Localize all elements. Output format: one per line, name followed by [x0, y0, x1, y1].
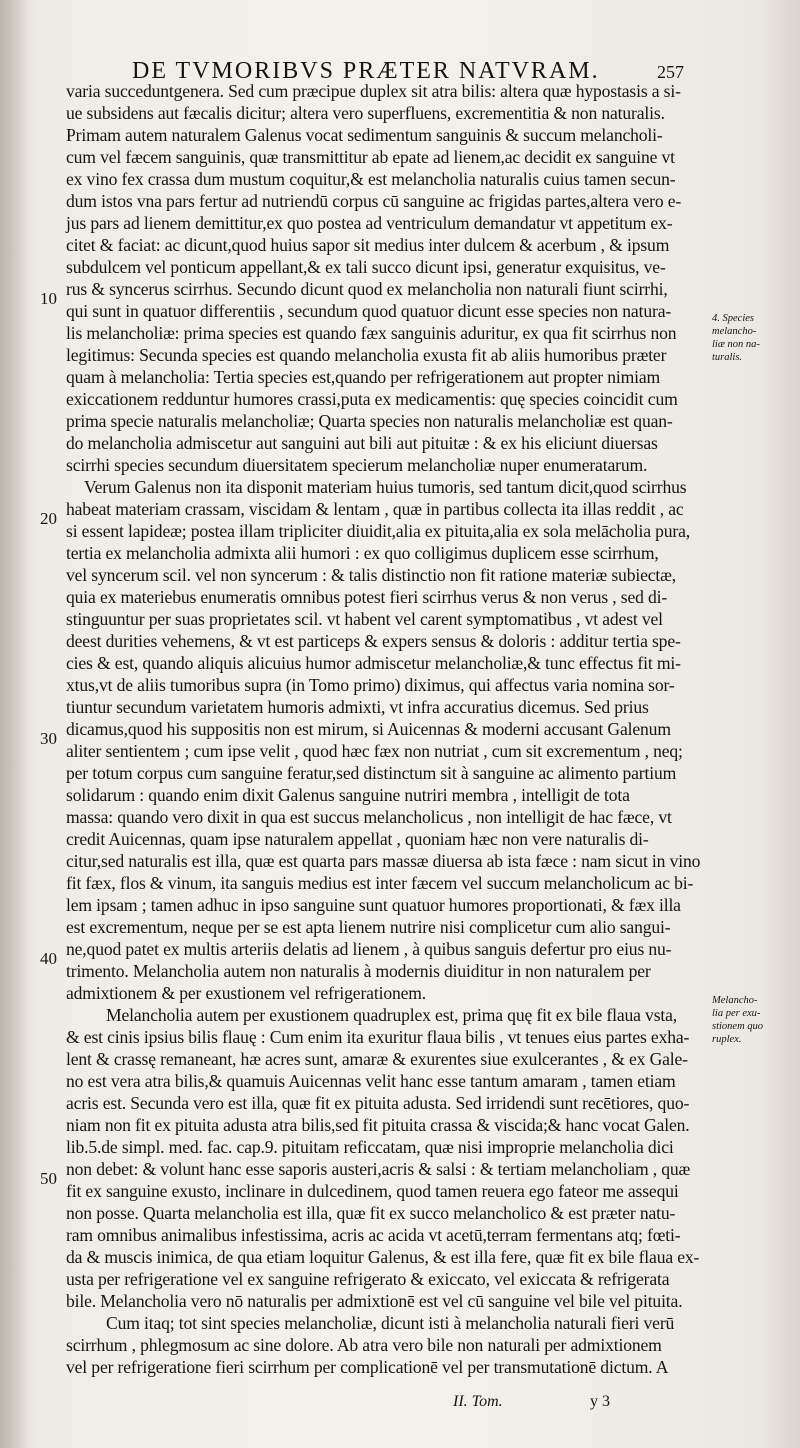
text-line: qui sunt in quatuor differentiis , secundum quod quatuor dicunt esse species non natura- [66, 301, 672, 321]
text-line: aliter sentientem ; cum ipse velit , quod hæc fæx non nutriat , cum sit excrementum , neq; [66, 741, 683, 761]
text-line: vel syncerum scil. vel non syncerum : & talis distinctio non fit ratione materiæ subiectæ, [66, 565, 676, 585]
text-line: & est cinis ipsius bilis flauę : Cum enim ita exuritur flaua bilis , vt tenues eius partes exha- [66, 1027, 690, 1047]
text-line: varia succeduntgenera. Sed cum præcipue duplex sit atra bilis: altera quæ hypostasis a si- [66, 81, 681, 101]
text-line: non posse. Quarta melancholia est illa, quæ fit ex succo melancholico & est præter natu- [66, 1203, 676, 1223]
text-line: niam non fit ex pituita adusta atra bilis,sed fit pituita crassa & viscida;& hanc vocat Galen. [66, 1115, 690, 1135]
text-line: Primam autem naturalem Galenus vocat sedimentum sanguinis & succum melancholi- [66, 125, 663, 145]
text-line: Verum Galenus non ita disponit materiam huius tumoris, sed tantum dicit,quod scirrhus [84, 477, 687, 497]
text-line: Melancholia autem per exustionem quadruplex est, prima quę fit ex bile flaua vsta, [106, 1005, 678, 1025]
page-number: 257 [657, 62, 684, 82]
text-line: legitimus: Secunda species est quando melancholia exusta fit ab aliis humoribus præter [66, 345, 667, 365]
text-line: admixtionem & per exustionem vel refrigerationem. [66, 983, 427, 1003]
text-line: acris est. Secunda vero est illa, quæ fit ex pituita adusta. Sed irridendi sunt recētiores, quo- [66, 1093, 690, 1113]
line-number: 20 [40, 509, 57, 528]
line-number: 30 [40, 729, 57, 748]
text-line: cum vel fæcem sanguinis, quæ transmittitur ab epate ad lienem,ac decidit ex sanguine vt [66, 147, 675, 167]
text-line: lib.5.de simpl. med. fac. cap.9. pituitam reficcatam, quæ nisi improprie melancholia dici [66, 1137, 674, 1157]
text-line: fit fæx, flos & vinum, ita sanguis medius est inter fæcem vel succum melancholicum ac bi- [66, 873, 694, 893]
text-line: trimento. Melancholia autem non naturalis à modernis diuiditur in non naturalem per [66, 961, 651, 981]
text-line: si essent lapideæ; postea illam tripliciter diuidit,alia ex pituita,alia ex sola melācholia pura, [66, 521, 691, 541]
text-line: jus pars ad lienem demittitur,ex quo postea ad ventriculum demandatur vt appetitum ex- [66, 213, 673, 233]
text-line: non debet: & volunt hanc esse saporis austeri,acris & salsi : & tertiam melancholiam , quæ [66, 1159, 691, 1179]
text-line: habeat materiam crassam, viscidam & lentam , quæ in partibus collecta ita illas reddit , ac [66, 499, 684, 519]
text-line: no est vera atra bilis,& quamuis Auicennas velit hanc esse tantum amaram , tamen etiam [66, 1071, 676, 1091]
sheet-mark: y 3 [590, 1393, 610, 1410]
text-line: solidarum : quando enim dixit Galenus sanguine nutriri membra , intelligit de tota [66, 785, 630, 805]
text-line: massa: quando vero dixit in qua est succus melancholicus , non intelligit de hac fæce, vt [66, 807, 672, 827]
text-line: stinguuntur per suas proprietates scil. vt habent vel carent symptomatibus , vt adest vel [66, 609, 663, 629]
text-line: dum istos vna pars fertur ad nutriendū corpus cū sanguine ac frigidas partes,altera vero e- [66, 191, 682, 211]
text-line: quia ex materiebus enumeratis omnibus potest fieri scirrhus verus & non verus , sed di- [66, 587, 668, 607]
line-number: 50 [40, 1169, 57, 1188]
text-line: lent & crassę remaneant, hæ acres sunt, amaræ & exurentes siue exulcerantes , & ex Gale- [66, 1049, 688, 1069]
text-line: quam à melancholia: Tertia species est,quando per refrigerationem aut propter nimiam [66, 367, 661, 387]
text-line: deest durities vehemens, & vt est particeps & expers sensus & doloris : additur tertia spe- [66, 631, 681, 651]
text-line: tiuntur secundum varietatem humoris admixti, vt infra accuratius dicemus. Sed prius [66, 697, 649, 717]
text-line: cies & est, quando aliquis alicuius humor admiscetur melancholiæ,& tunc effectus fit mi- [66, 653, 681, 673]
text-line: ram omnibus animalibus infestissima, acris ac acida vt acetū,terram fermentans atq; fœti- [66, 1225, 681, 1245]
text-line: ue subsidens aut fæcalis dicitur; altera vero superfluens, excrementitia & non naturalis. [66, 103, 665, 123]
text-line: lis melancholiæ: prima species est quando fæx sanguinis aduritur, ex qua fit scirrhus non [66, 323, 677, 343]
text-line: citur,sed naturalis est illa, quæ est quarta pars massæ diuersa ab ista fæce : nam sicut in vino [66, 851, 701, 871]
text-line: scirrhi species secundum diuersitatem specierum melancholiæ nuper enumeratarum. [66, 455, 648, 475]
text-line: ne,quod patet ex multis arteriis delatis ad lienem , à quibus sanguis defertur pro eius nu- [66, 939, 672, 959]
text-line: lem ipsam ; tamen adhuc in ipso sanguine sunt quatuor humores proportionati, & fæx illa [66, 895, 681, 915]
text-line: bile. Melancholia vero nō naturalis per admixtionē est vel cū sanguine vel bile vel pituita. [66, 1291, 683, 1311]
text-line: dicamus,quod his suppositis non est mirum, si Auicennas & moderni accusant Galenum [66, 719, 671, 739]
text-line: vel per refrigeratione fieri scirrhum per complicationē vel per transmutationē dictum. A [66, 1357, 669, 1377]
running-head: DE TVMORIBVS PRÆTER NATVRAM. [132, 58, 600, 84]
text-line: per totum corpus cum sanguine feratur,sed distinctum sit à sanguine ac alimento partium [66, 763, 677, 783]
text-line: Cum itaq; tot sint species melancholiæ, dicunt isti à melancholia naturali fieri verū [106, 1313, 675, 1333]
text-line: fit ex sanguine exusto, inclinare in dulcedinem, quod tamen reuera ego fateor me assequi [66, 1181, 679, 1201]
text-line: prima specie naturalis melancholiæ; Quarta species non naturalis melancholiæ est quan- [66, 411, 673, 431]
text-line: tertia ex melancholia admixta alii humori : ex quo colligimus duplicem esse scirrhum, [66, 543, 659, 563]
text-line: xtus,vt de aliis tumoribus supra (in Tomo primo) diximus, qui affectus varia nomina sor- [66, 675, 675, 695]
margin-note: Melancho- lia per exu- stionem quo ruplex. [712, 995, 764, 1045]
line-number: 10 [40, 289, 57, 308]
text-line: citet & faciat: ac dicunt,quod huius sapor sit medius inter dulcem & acerbum , & ipsum [66, 235, 670, 255]
text-line: rus & syncerus scirrhus. Secundo dicunt quod ex melancholia non naturali fiunt scirrhi, [66, 279, 668, 299]
text-line: do melancholia admiscetur aut sanguini aut bili aut pituitæ : & ex his eliciunt diuersas [66, 433, 658, 453]
line-number: 40 [40, 949, 57, 968]
signature-mark: II. Tom. [453, 1393, 503, 1410]
text-line: da & muscis inimica, de qua etiam loquitur Galenus, & est illa fere, quæ fit ex bile flaua ex- [66, 1247, 700, 1267]
text-line: exiccationem redduntur humores crassi,puta ex medicamentis: quę species coincidit cum [66, 389, 678, 409]
text-line: ex vino fex crassa dum mustum coquitur,& est melancholia naturalis cuius tamen secun- [66, 169, 676, 189]
margin-note: 4. Species melancho- liæ non na- turalis. [712, 313, 760, 363]
text-line: subdulcem vel ponticum appellant,& ex tali succo dicunt ipsi, generatur exquisitus, ve- [66, 257, 666, 277]
text-line: scirrhum , phlegmosum ac sine dolore. Ab atra vero bile non naturali per admixtionem [66, 1335, 662, 1355]
text-line: credit Auicennas, quam ipse naturalem appellat , quoniam hæc non vere naturalis di- [66, 829, 649, 849]
text-line: usta per refrigeratione vel ex sanguine refrigerato & exiccato, vel exiccata & refrigerata [66, 1269, 670, 1289]
text-line: est excrementum, neque per se est apta lienem nutrire nisi complicetur cum alio sangui- [66, 917, 671, 937]
